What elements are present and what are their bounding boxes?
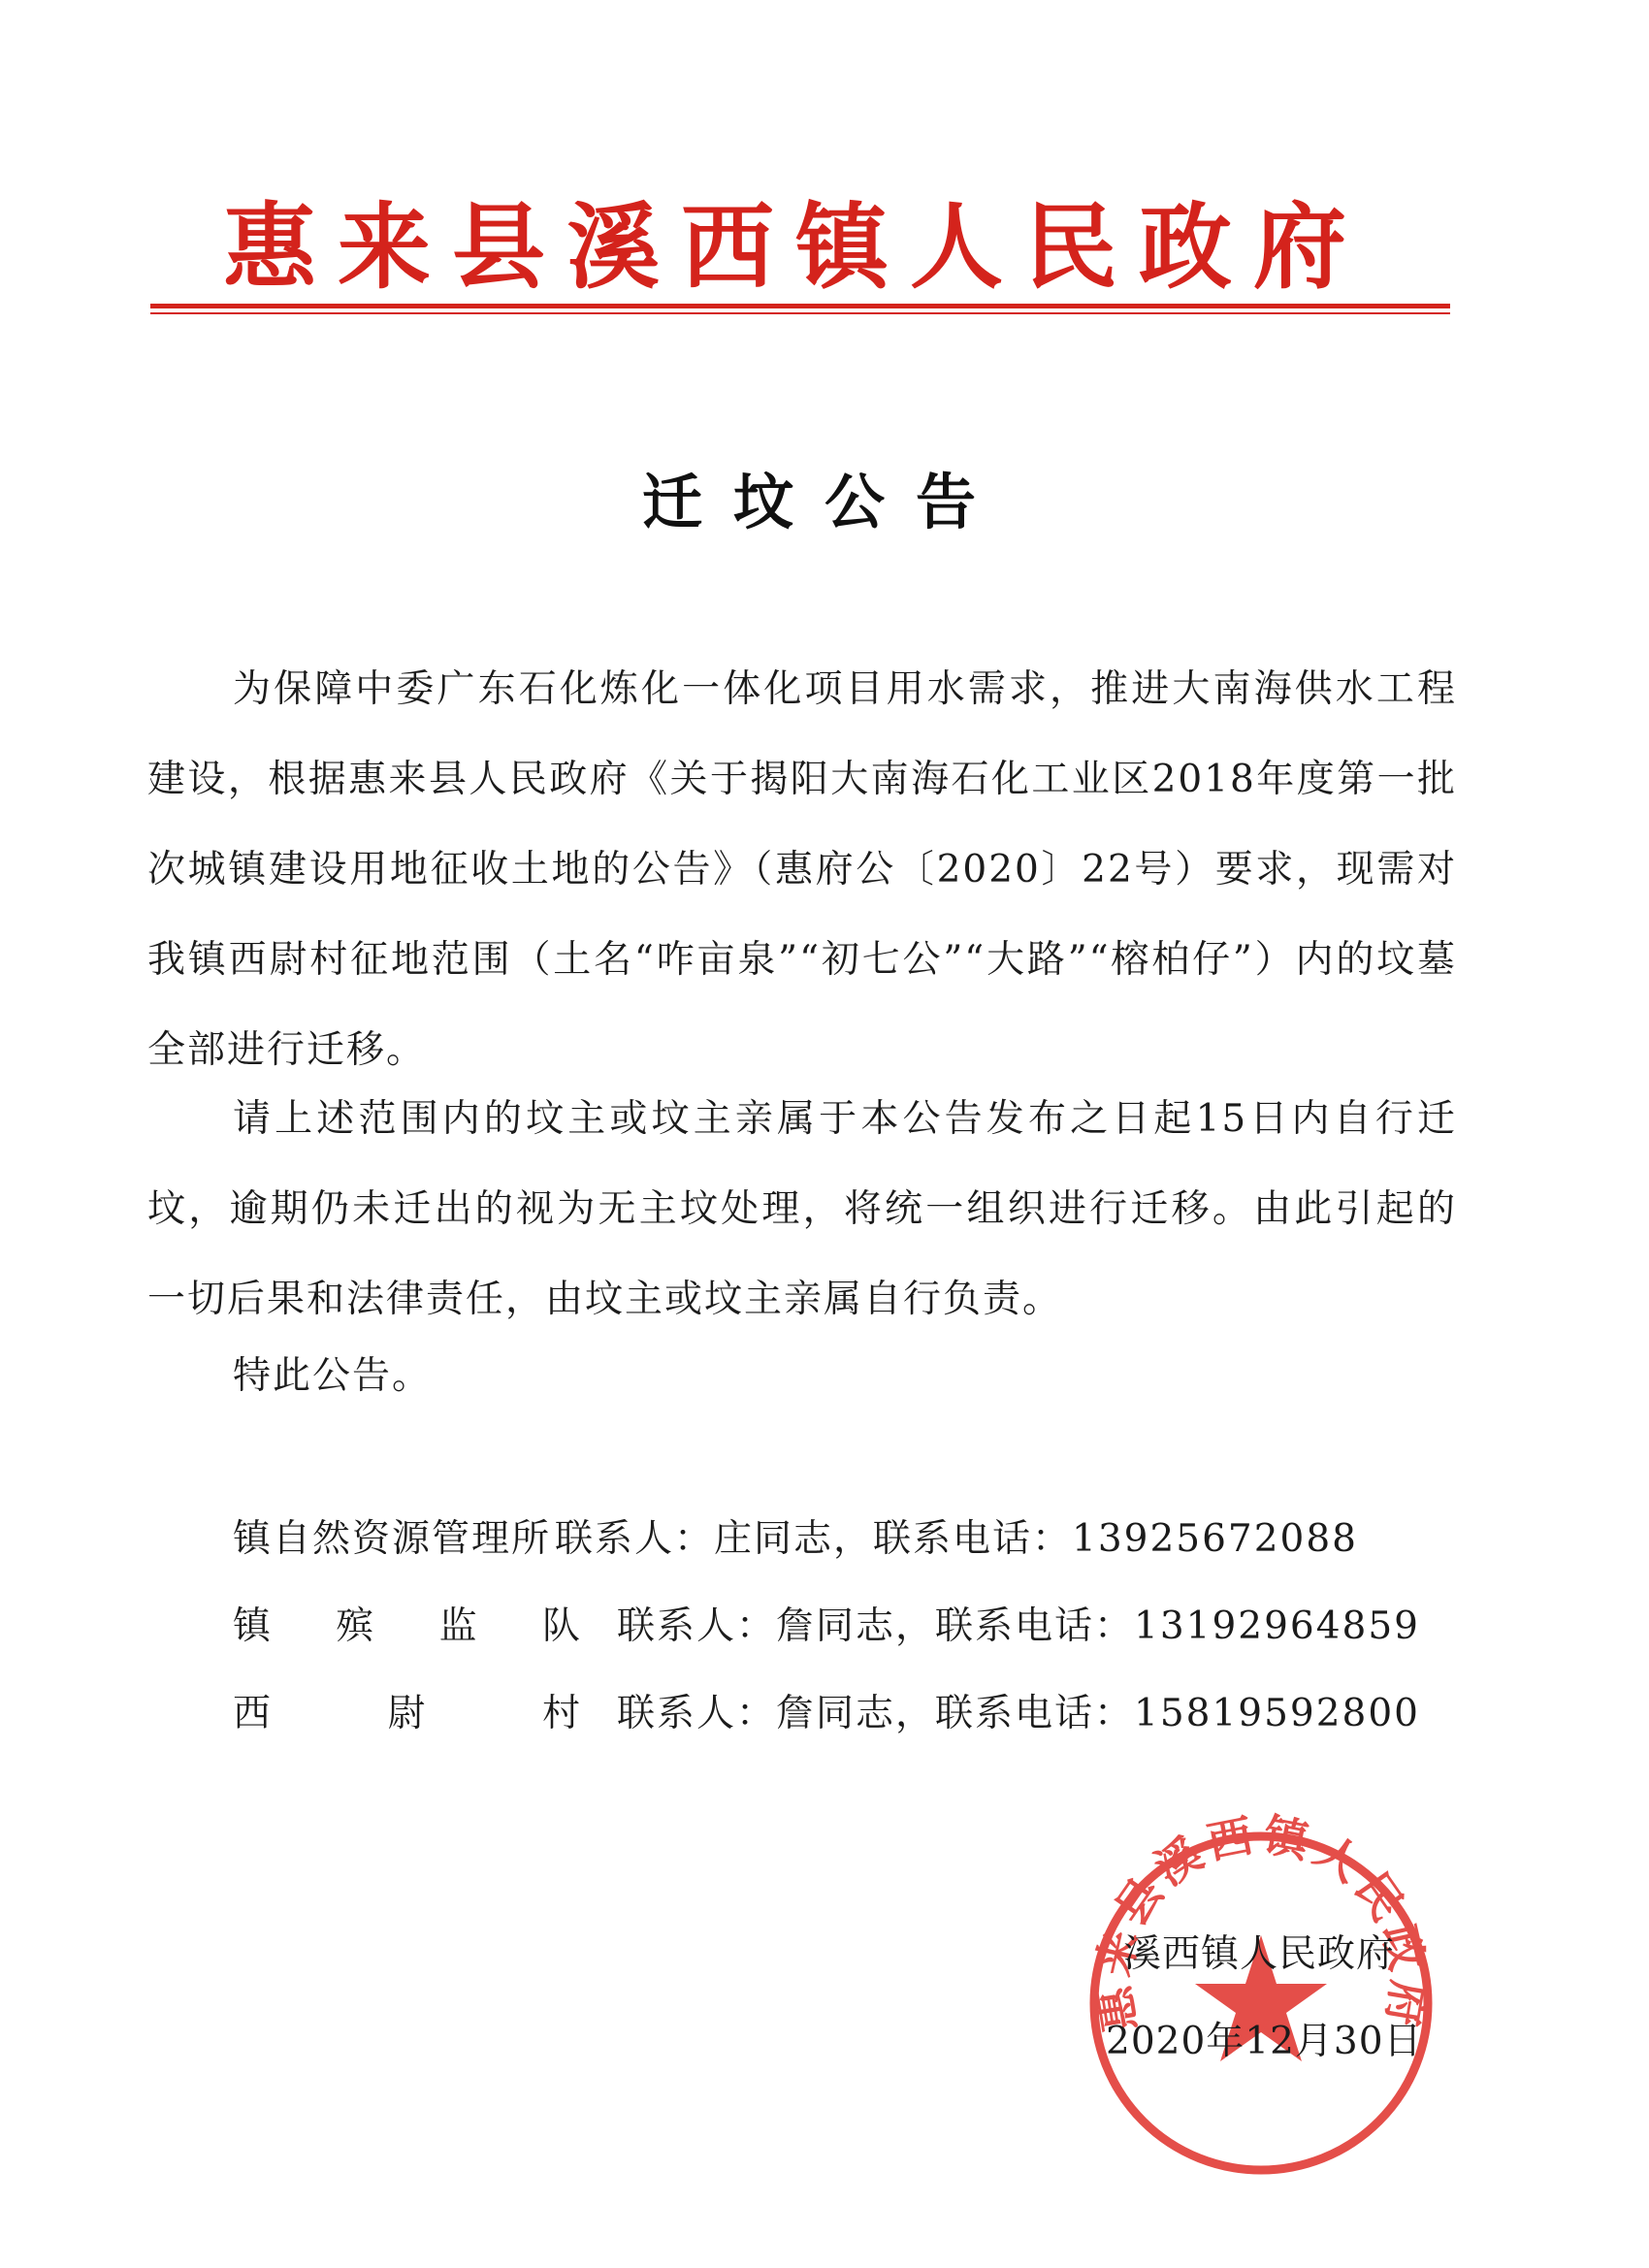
unit-char: 镇 [233, 1604, 274, 1648]
red-header-org-name: 惠来县溪西镇人民政府 [223, 192, 1368, 302]
unit-char: 西 [233, 1692, 274, 1735]
unit-char: 殡 [336, 1604, 376, 1648]
unit-char: 尉 [387, 1692, 428, 1735]
unit-char: 队 [541, 1604, 582, 1648]
signature-org: 溪西镇人民政府 [1123, 1932, 1396, 1976]
notice-paragraph-1: 为保障中委广东石化炼化一体化项目用水需求，推进大南海供水工程建设，根据惠来县人民政府《关于揭阳大南海石化工业区2018年度第一批次城镇建设用地征收土地的公告》（惠府公〔2020〕22号）要求，现需对我镇西尉村征地范围（土名“咋亩泉”“初七公”“大路”“榕柏仔”）内的坟墓全部进行迁移。 [147, 667, 1457, 1072]
seal-text: 惠来县溪西镇人民政府 [1086, 1809, 1436, 2036]
notice-paragraph-2: 请上述范围内的坟主或坟主亲属于本公告发布之日起15日内自行迁坟，逾期仍未迁出的视为无主坟处理，将统一组织进行迁移。由此引起的一切后果和法律责任，由坟主或坟主亲属自行负责。 [147, 1097, 1457, 1321]
unit-char: 监 [438, 1604, 479, 1648]
contact-list [233, 1492, 1445, 1754]
contact-unit [233, 1596, 582, 1650]
contact-row-funeral-team [233, 1579, 1445, 1667]
signature-block [1106, 1911, 1423, 2086]
red-header-rule-thin [150, 312, 1450, 314]
red-header-rule [150, 304, 1450, 308]
contact-row-land-office [233, 1492, 1445, 1579]
notice-title: 迁坟公告 [641, 467, 1007, 537]
contact-unit: 镇自然资源管理所 [233, 1517, 552, 1561]
contact-details: 联系人：詹同志，联系电话：15819592800 [617, 1692, 1420, 1735]
contact-unit [233, 1683, 582, 1737]
contact-details: 联系人：詹同志，联系电话：13192964859 [617, 1604, 1420, 1648]
contact-details: 联系人：庄同志，联系电话：13925672088 [555, 1517, 1358, 1561]
unit-char: 村 [541, 1692, 582, 1735]
notice-closing: 特此公告。 [233, 1354, 433, 1398]
contact-row-village [233, 1667, 1445, 1754]
signature-date: 2020年12月30日 [1106, 2020, 1423, 2063]
